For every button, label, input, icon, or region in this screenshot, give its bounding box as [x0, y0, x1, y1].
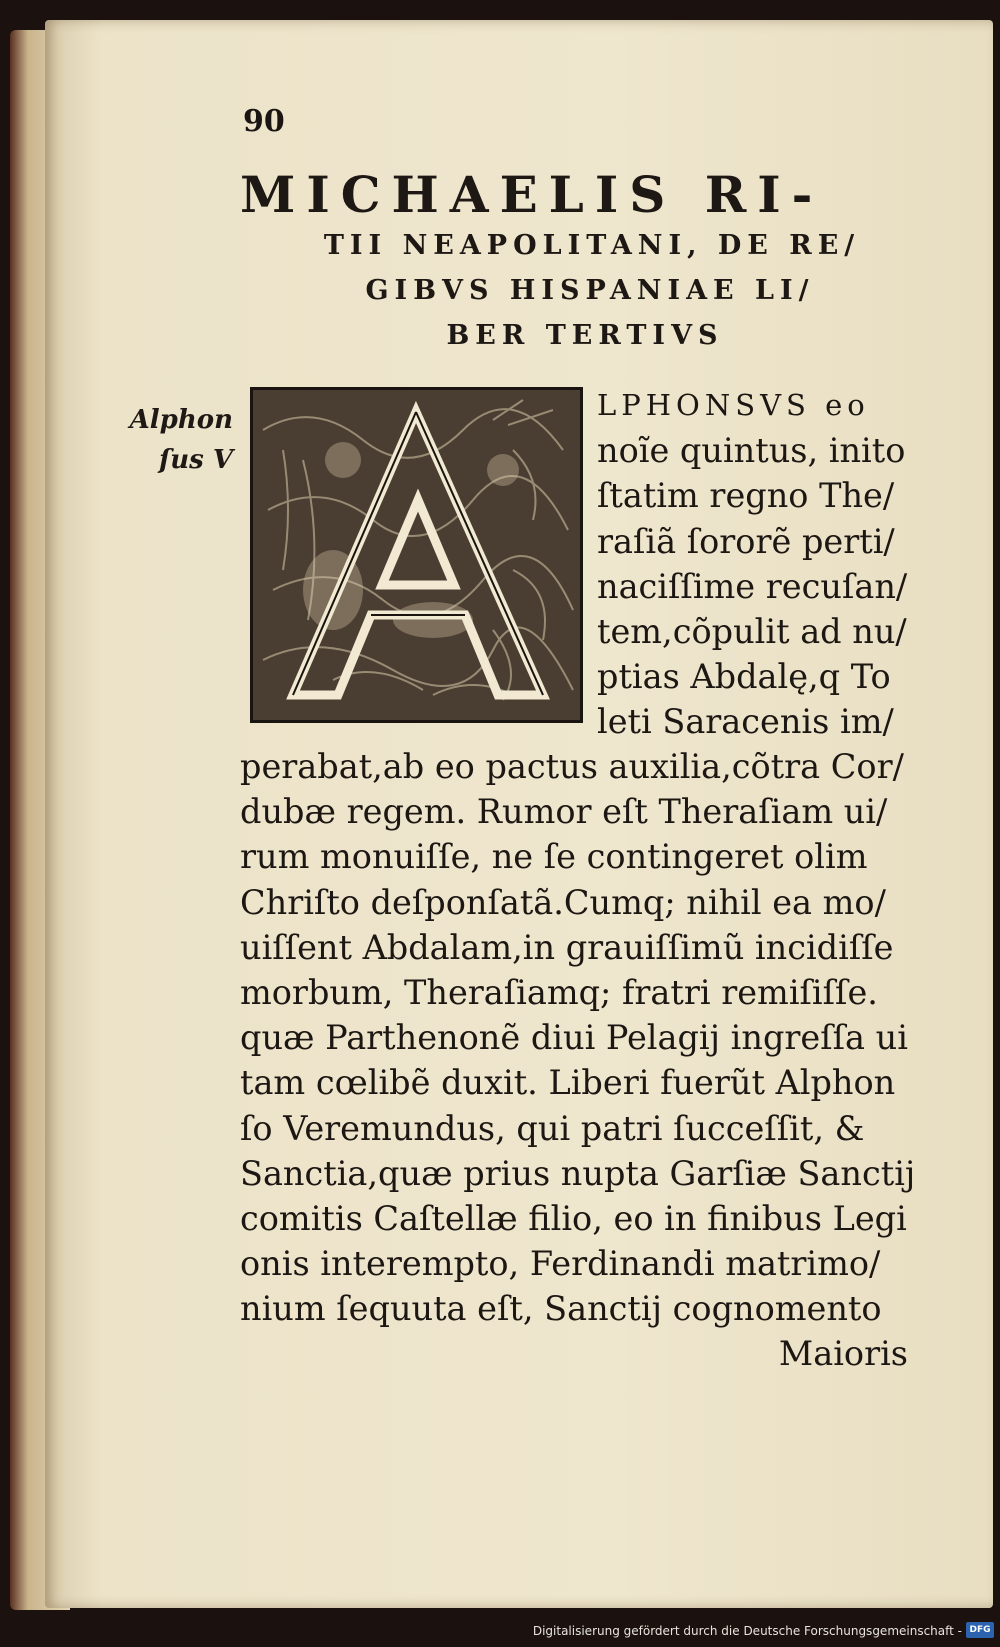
initial-side-text — [597, 383, 907, 745]
text-line: nium ſequuta eſt, Sanctij cognomento — [240, 1289, 882, 1329]
text-line: LPHONSVS eo — [597, 388, 870, 422]
text-line: noĩe quintus, inito — [597, 431, 906, 471]
text-line: Sanctia,quæ prius nupta Garſiæ Sanctij — [240, 1153, 916, 1193]
footer-bar — [0, 1610, 1000, 1647]
title-line-3: GIBVS HISPANIAE LI/ — [365, 275, 815, 306]
text-line: uiſſent Abdalam,in grauiſſimũ incidiſſe — [240, 927, 894, 967]
text-line: comitis Caſtellæ filio, eo in finibus Legi — [240, 1198, 907, 1238]
page-number: 90 — [243, 104, 285, 139]
text-line: ſo Veremundus, qui patri ſucceſſit, & — [240, 1108, 865, 1148]
text-line: quæ Parthenonẽ diui Pelagij ingreſſa ui — [240, 1018, 908, 1058]
text-line: ſtatim regno The/ — [597, 476, 895, 516]
body-paragraph — [240, 744, 915, 1377]
text-line: raſiã ſororẽ perti/ — [597, 521, 895, 561]
title-line-2: TII NEAPOLITANI, DE RE/ — [323, 230, 861, 261]
margin-note — [118, 400, 233, 480]
text-line: tam cœlibẽ duxit. Liberi fuerũt Alphon — [240, 1063, 896, 1103]
margin-note-line-1: Alphon — [129, 405, 233, 435]
woodcut-illustration — [253, 390, 580, 720]
text-line: ptias Abdalę,q To — [597, 657, 891, 697]
margin-note-line-2: ſus V — [159, 445, 233, 475]
text-line: perabat,ab eo pactus auxilia,cõtra Cor/ — [240, 747, 904, 786]
catchword: Maioris — [778, 1334, 908, 1374]
funding-credit: Digitalisierung gefördert durch die Deutsche Forschungsgemeinschaft - — [532, 1624, 962, 1638]
title-line-1: MICHAELIS RI- — [240, 165, 824, 224]
dfg-logo-icon[interactable]: DFG — [966, 1622, 994, 1638]
text-line: dubæ regem. Rumor eſt Theraſiam ui/ — [240, 792, 888, 832]
text-line: leti Saracenis im/ — [597, 702, 894, 742]
text-line: tem,cõpulit ad nu/ — [597, 611, 907, 651]
text-line: morbum, Theraſiamq; fratri remiſiſſe. — [240, 972, 878, 1012]
text-line: onis interempto, Ferdinandi matrimo/ — [240, 1244, 881, 1284]
decorated-initial — [250, 387, 583, 723]
title-line-4: BER TERTIVS — [446, 320, 724, 351]
text-line: naciſſime recuſan/ — [597, 566, 908, 606]
text-line: Chriſto deſponſatã.Cumq; nihil ea mo/ — [240, 882, 886, 922]
text-line: rum monuiſſe, ne ſe contingeret olim — [240, 837, 868, 877]
